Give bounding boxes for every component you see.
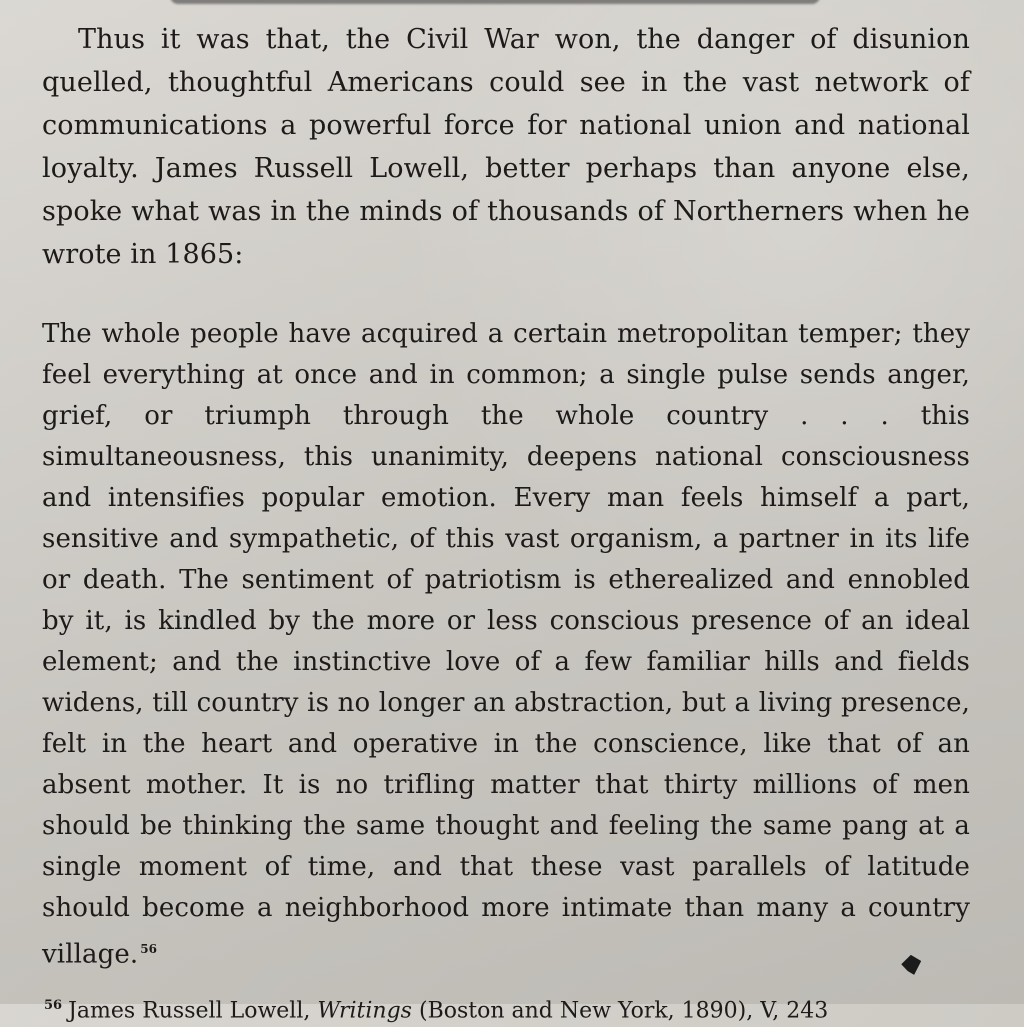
footnote-author: James Russell Lowell, <box>68 997 311 1023</box>
footnote-number: 56 <box>44 997 63 1013</box>
quoted-passage-text: The whole people have acquired a certain metropolitan temper; they feel everything at once and in common; a single pulse sends anger, grief, or triumph through the whole country . . . this simultaneousness, this unanimity, deepens national consciousness and intensifies popular emotion. Every man feels himself a part, sensitive and sympathetic, of this vast organism, a partner in its life or death. The sentiment of patriotism is etherealized and ennobled by it, is kindled by the more or less conscious presence of an ideal element; and the instinctive love of a few familiar hills and fields widens, till country is no longer an abstraction, but a living presence, felt in the heart and operative in the conscience, like that of an absent mother. It is no trifling matter that thirty millions of men should be thinking the same thought and feeling the same pang at a single moment of time, and that these vast parallels of latitude should become a neighborhood more intimate than many a country village. <box>42 319 970 970</box>
footnote <box>44 990 970 1027</box>
footnote-title: Writings <box>317 997 412 1023</box>
footnote-details: (Boston and New York, 1890), V, 243 <box>418 997 829 1023</box>
quoted-passage <box>42 314 970 976</box>
intro-paragraph <box>42 18 970 276</box>
top-shadow <box>170 0 820 4</box>
quote-footnote-ref: 56 <box>140 942 158 956</box>
intro-paragraph-text: Thus it was that, the Civil War won, the danger of disunion quelled, thoughtful Americans could see in the vast network of communications a powerful force for national union and national loyalty. James Russell Lowell, better perhaps than anyone else, spoke what was in the minds of thousands of Northerners when he wrote in 1865: <box>42 24 970 270</box>
